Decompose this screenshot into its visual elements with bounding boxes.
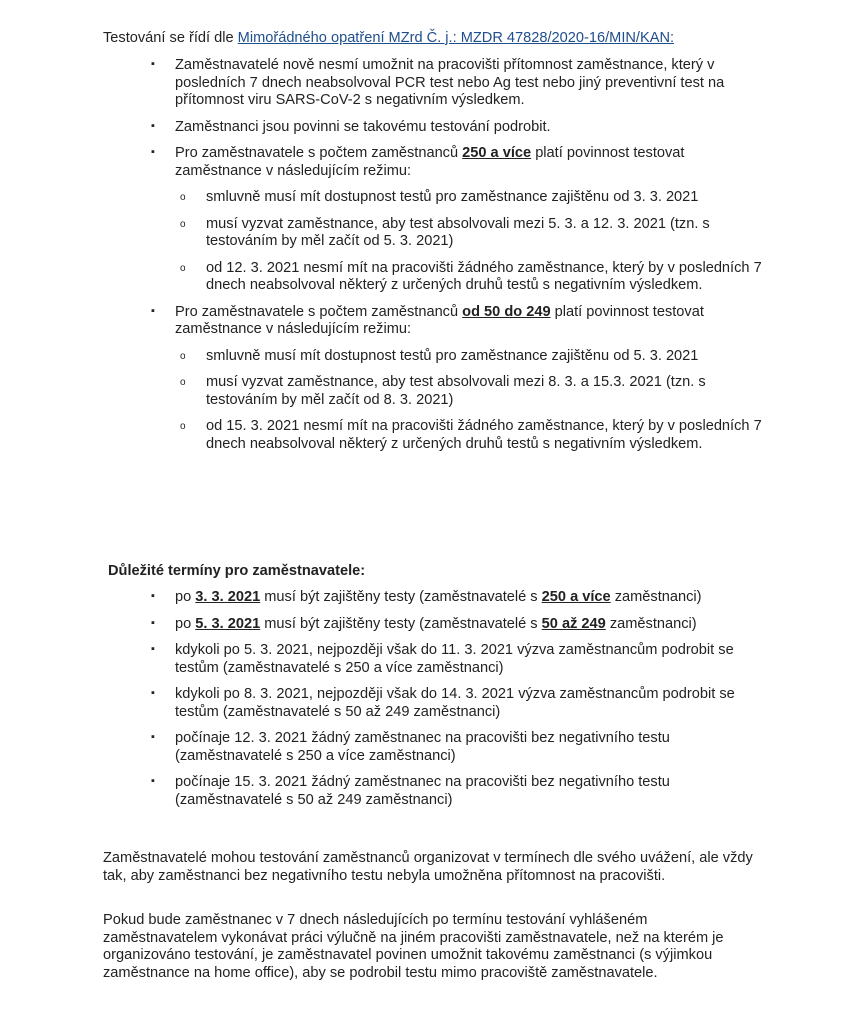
date-emphasis: 5. 3. 2021 (195, 615, 261, 632)
sub-list-item (175, 348, 765, 366)
list-item (103, 642, 765, 677)
list-item (103, 616, 765, 634)
list-item (103, 730, 765, 765)
list-item (103, 304, 765, 454)
list-item (103, 774, 765, 809)
list-item (103, 686, 765, 721)
sub-list-item-text: smluvně musí mít dostupnost testů pro zaměstnance zajištěnu od 3. 3. 2021 (206, 189, 699, 205)
list-item-text: po (175, 589, 196, 605)
list-item-text: musí být zajištěny testy (zaměstnavatelé s (260, 589, 542, 605)
list-item (103, 119, 765, 137)
list-item-text: Pro zaměstnavatele s počtem zaměstnanců (175, 145, 463, 161)
square-bullet-icon: ▪ (151, 775, 155, 787)
list-item-text: Zaměstnavatelé nově nesmí umožnit na pracovišti přítomnost zaměstnance, který v posledních 7 dnech neabsolvoval PCR test nebo Ag test nebo jiný preventivní test na přítomnost viru SARS-CoV-2 s negativním výsledkem. (175, 57, 725, 108)
sub-list (175, 348, 765, 454)
square-bullet-icon: ▪ (151, 119, 155, 132)
deadlines-list (103, 589, 765, 818)
square-bullet-icon: ▪ (151, 616, 155, 629)
list-item-text: počínaje 15. 3. 2021 žádný zaměstnanec na pracovišti bez negativního testu (zaměstnavatelé s 50 až 249 zaměstnanci) (175, 774, 670, 808)
list-item-text: Pro zaměstnavatele s počtem zaměstnanců (175, 303, 463, 320)
list-item (103, 145, 765, 295)
list-item-text: počínaje 12. 3. 2021 žádný zaměstnanec na pracovišti bez negativního testu (zaměstnavatelé s 250 a více zaměstnanci) (175, 730, 670, 764)
list-item (103, 589, 765, 607)
sub-list-item (175, 216, 765, 251)
list-item-text: kdykoli po 5. 3. 2021, nejpozději však do 11. 3. 2021 výzva zaměstnancům podrobit se testům (zaměstnavatelé s 250 a více zaměstnanci) (175, 642, 734, 676)
circle-bullet-icon: o (180, 218, 186, 230)
testing-rules-list (103, 57, 765, 462)
emphasis-text: 250 a více (462, 145, 532, 161)
square-bullet-icon: ▪ (151, 304, 155, 317)
square-bullet-icon: ▪ (151, 590, 155, 602)
square-bullet-icon: ▪ (151, 643, 155, 655)
circle-bullet-icon: o (180, 262, 186, 274)
emphasis-text: od 50 do 249 (462, 303, 551, 320)
square-bullet-icon: ▪ (151, 687, 155, 699)
body-paragraph: Pokud bude zaměstnanec v 7 dnech následujících po termínu testování vyhlášeném zaměstnavatelem vykonávat práci výlučně na jiném pracovišti zaměstnavatele, než na kterém je organizováno testování, je zaměstnavatel povinen umožnit takovému zaměstnanci (s výjimkou zaměstnance na home office), aby se podrobil testu mimo pracoviště zaměstnavatele. (103, 912, 724, 981)
sub-list-item-text: smluvně musí mít dostupnost testů pro zaměstnance zajištěnu od 5. 3. 2021 (206, 347, 699, 364)
section-heading: Důležité termíny pro zaměstnavatele: (108, 563, 366, 579)
list-item-text: platí povinnost testovat zaměstnance v následujícím režimu: (175, 145, 685, 179)
circle-bullet-icon: o (180, 192, 186, 203)
list-item-text: musí být zajištěny testy (zaměstnavatelé s (260, 615, 542, 632)
body-paragraph: Zaměstnavatelé mohou testování zaměstnanců organizovat v termínech dle svého uvážení, ale vždy tak, aby zaměstnanci bez negativního testu nebyla umožněna přítomnost na pracovišti. (103, 850, 753, 884)
circle-bullet-icon: o (180, 377, 186, 388)
sub-list-item-text: musí vyzvat zaměstnance, aby test absolvovali mezi 5. 3. a 12. 3. 2021 (tzn. s testováním by měl začít od 5. 3. 2021) (206, 215, 710, 249)
list-item-text: po (175, 615, 196, 632)
circle-bullet-icon: o (180, 350, 186, 362)
list-item-text: zaměstnanci) (605, 615, 697, 632)
sub-list-item (175, 189, 765, 207)
sub-list-item (175, 418, 765, 453)
square-bullet-icon: ▪ (151, 58, 155, 70)
list-item-text: Zaměstnanci jsou povinni se takovému testování podrobit. (175, 118, 551, 135)
count-emphasis: 50 až 249 (541, 615, 606, 632)
regulation-link[interactable]: Mimořádného opatření MZrd Č. j.: MZDR 47828/2020-16/MIN/KAN: (237, 30, 675, 46)
sub-list-item (175, 374, 765, 409)
sub-list-item-text: od 12. 3. 2021 nesmí mít na pracovišti žádného zaměstnance, který by v posledních 7 dnech neabsolvoval některý z určených druhů testů s negativním výsledkem. (206, 259, 762, 293)
square-bullet-icon: ▪ (151, 146, 155, 158)
sub-list (175, 189, 765, 295)
list-item-text: zaměstnanci) (610, 589, 702, 605)
intro-paragraph (103, 30, 783, 48)
list-item-text: kdykoli po 8. 3. 2021, nejpozději však do 14. 3. 2021 výzva zaměstnancům podrobit se testům (zaměstnavatelé s 50 až 249 zaměstnanci) (175, 686, 735, 720)
circle-bullet-icon: o (180, 421, 186, 432)
count-emphasis: 250 a více (541, 589, 611, 605)
square-bullet-icon: ▪ (151, 731, 155, 743)
list-item (103, 57, 765, 110)
sub-list-item-text: od 15. 3. 2021 nesmí mít na pracovišti žádného zaměstnance, který by v posledních 7 dnech neabsolvoval některý z určených druhů testů s negativním výsledkem. (206, 418, 762, 452)
sub-list-item (175, 260, 765, 295)
date-emphasis: 3. 3. 2021 (195, 589, 261, 605)
sub-list-item-text: musí vyzvat zaměstnance, aby test absolvovali mezi 8. 3. a 15.3. 2021 (tzn. s testováním by měl začít od 8. 3. 2021) (206, 374, 706, 408)
list-item-text: platí povinnost testovat zaměstnance v následujícím režimu: (175, 303, 704, 337)
intro-text: Testování se řídí dle (103, 30, 238, 46)
